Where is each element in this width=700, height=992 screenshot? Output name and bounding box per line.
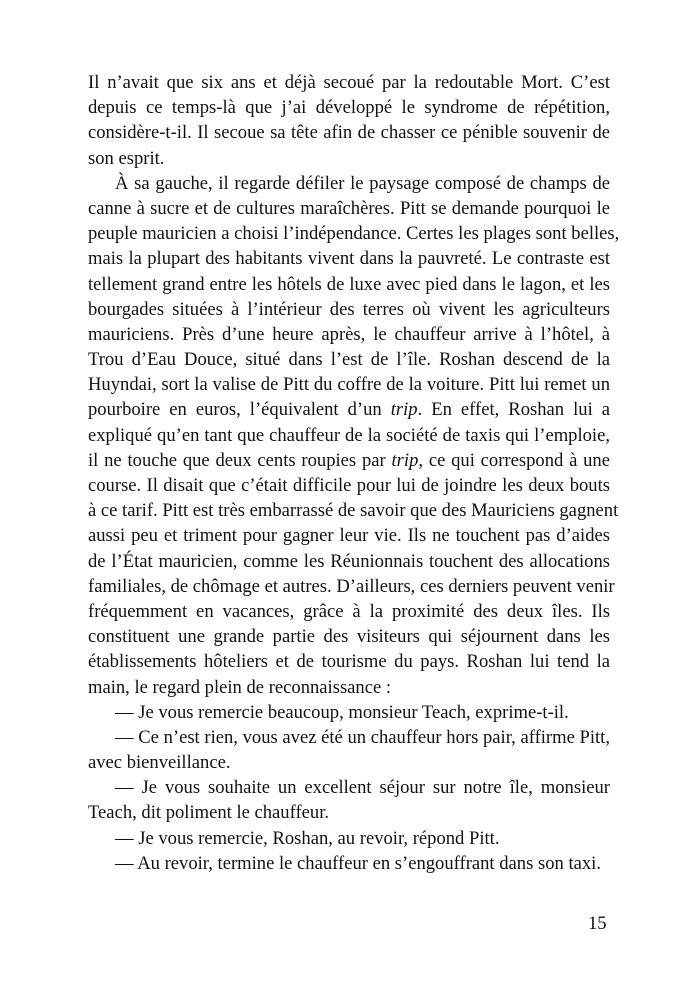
text-line [88, 523, 610, 548]
text-span: établissements hôteliers et de tourisme du pays. Roshan lui tend la [88, 651, 610, 673]
text-line [88, 750, 610, 775]
text-span: Huyndai, sort la valise de Pitt du coffre de la voiture. Pitt lui remet un [88, 374, 610, 396]
text-line [88, 95, 610, 120]
body-text [88, 70, 620, 876]
text-span: aussi peu et triment pour gagner leur vie. Ils ne touchent pas d’aides [88, 525, 610, 547]
text-line [88, 473, 610, 498]
text-line [88, 347, 610, 372]
text-line [88, 297, 610, 322]
text-line [88, 423, 610, 448]
text-span: mais la plupart des habitants vivent dans la pauvreté. Le contraste est [88, 248, 610, 270]
text-span: course. Il disait que c’était difficile pour lui de joindre les deux bouts [88, 475, 610, 496]
text-line [88, 448, 610, 473]
text-line [88, 272, 610, 297]
text-line [88, 599, 610, 624]
text-span: tellement grand entre les hôtels de luxe avec pied dans le lagon, et les [88, 273, 610, 295]
text-span: considère-t-il. Il secoue sa tête afin de chasser ce pénible souvenir de [88, 122, 610, 144]
text-span: expliqué qu’en tant que chauffeur de la société de taxis qui l’emploie, [88, 424, 610, 446]
text-line [88, 120, 610, 145]
text-line [88, 70, 610, 95]
text-span: familiales, de chômage et autres. D’ailleurs, ces derniers peuvent venir [88, 575, 615, 597]
text-span: — Ce n’est rien, vous avez été un chauffeur hors pair, affirme Pitt, [115, 726, 610, 748]
text-span: Teach, dit poliment le chauffeur. [88, 802, 330, 824]
text-span: à ce tarif. Pitt est très embarrassé de savoir que des Mauriciens gagnent [88, 500, 619, 522]
text-line [88, 498, 619, 523]
text-span: constituent une grande partie des visiteurs qui séjournent dans les [88, 626, 610, 648]
text-span: main, le regard plein de reconnaissance : [88, 676, 392, 698]
text-span: — Je vous remercie, Roshan, au revoir, répond Pitt. [115, 827, 500, 849]
text-span: À sa gauche, il regarde défiler le paysage composé de champs de [115, 172, 610, 194]
text-line [88, 675, 610, 700]
text-span: son esprit. [88, 147, 165, 169]
text-line [88, 146, 610, 171]
text-span: il ne touche que deux cents roupies par [88, 449, 392, 471]
text-span: mauriciens. Près d’une heure après, le chauffeur arrive à l’hôtel, à [88, 323, 610, 345]
text-line [88, 700, 610, 725]
text-line [88, 574, 615, 599]
text-span: bourgades situées à l’intérieur des terres où vivent les agriculteurs [88, 298, 610, 320]
text-line [88, 851, 610, 876]
text-span: . En effet, Roshan lui a [417, 399, 610, 421]
text-span: — Au revoir, termine le chauffeur en s’engouffrant dans son taxi. [115, 852, 601, 874]
text-line [88, 549, 610, 574]
text-line [88, 775, 610, 800]
text-span: — Je vous souhaite un excellent séjour sur notre île, monsieur [115, 777, 610, 799]
text-span: avec bienveillance. [88, 752, 231, 774]
text-line [88, 826, 610, 851]
text-line [88, 221, 620, 246]
text-line [88, 397, 610, 422]
text-span: pourboire en euros, l’équivalent d’un [88, 399, 391, 421]
text-line [88, 800, 610, 825]
text-span: canne à sucre et de cultures maraîchères. Pitt se demande pourquoi le [88, 197, 610, 219]
text-line [88, 624, 610, 649]
italic-text: trip [391, 449, 419, 471]
text-line [88, 322, 610, 347]
text-span: , ce qui correspond à une [418, 449, 610, 471]
text-span: de l’État mauricien, comme les Réunionnais touchent des allocations [88, 550, 610, 572]
text-line [88, 649, 610, 674]
text-span: peuple mauricien a choisi l’indépendance. Certes les plages sont belles, [88, 223, 620, 245]
page-number: 15 [588, 913, 607, 934]
text-line [88, 725, 610, 750]
text-line [88, 196, 610, 221]
text-span: depuis ce temps-là que j’ai développé le syndrome de répétition, [88, 97, 610, 119]
text-span: Trou d’Eau Douce, situé dans l’est de l’île. Roshan descend de la [88, 349, 610, 371]
text-line [88, 372, 610, 397]
text-line [88, 171, 610, 196]
text-line [88, 246, 610, 271]
italic-text: trip [390, 399, 418, 421]
text-span: — Je vous remercie beaucoup, monsieur Teach, exprime-t-il. [115, 701, 569, 723]
text-span: fréquemment en vacances, grâce à la proximité des deux îles. Ils [88, 600, 610, 622]
text-span: Il n’avait que six ans et déjà secoué par la redoutable Mort. C’est [88, 72, 610, 93]
